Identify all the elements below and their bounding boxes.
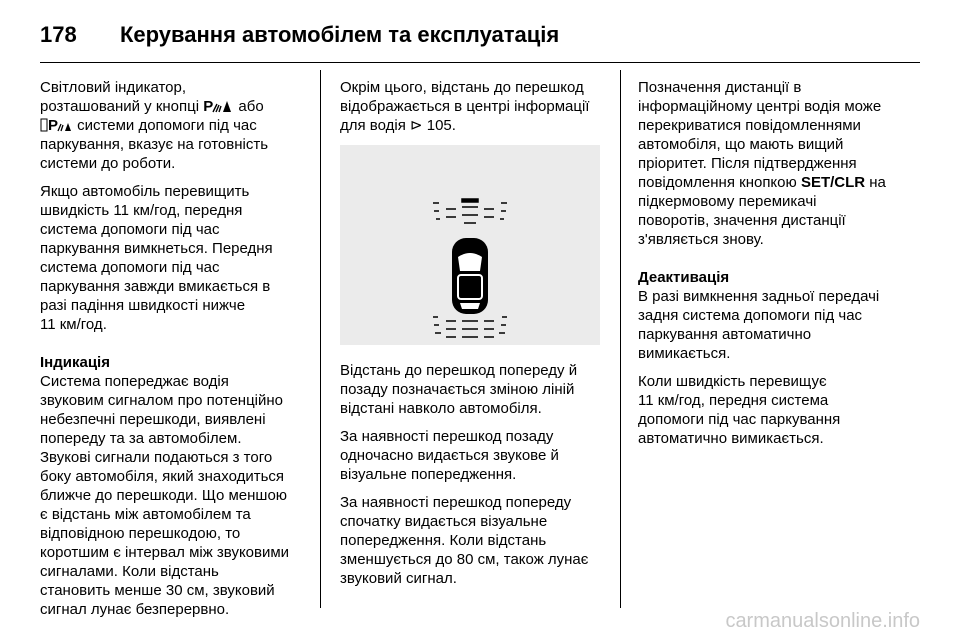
car-icon — [452, 238, 488, 314]
paragraph-indication: Система попереджає водія звуковим сигналом про потенційно небезпечні перешкоди, виявлені попереду та за автомобілем. Звукові сигнали подаються з того боку автомобіля, який знаходиться ближче до перешкоди. Що меншою є відстань між автомобілем та відповідною перешкодою, то коротшим є інтервал між звуковими сигналами. Коли відстань становить менше 30 см, звуковий сигнал лунає безперервно. — [40, 373, 290, 618]
paragraph-message-override: Позначення дистанції в інформаційному центрі водія може перекриватися повідомленнями автомобіля, що мають вищий пріоритет. Після підтвердження повідомлення кнопкою SET/CLR на підкермовому перемикачі поворотів, значення дистанції з'являється знову. — [638, 79, 886, 248]
column-2 — [340, 78, 608, 597]
paragraph-indicator-light: Світловий індикатор, розташований у кнопці P або P системи допомоги під час паркування, вказує на готовність системи до роботи. — [40, 79, 269, 172]
paragraph-reverse-off: В разі вимкнення задньої передачі задня система допомоги під час паркування автоматично вимикається. — [638, 288, 880, 362]
parking-sensor-illustration — [340, 145, 600, 345]
column-divider-1 — [320, 70, 321, 608]
column-3 — [638, 78, 920, 457]
paragraph-front-obstacle: За наявності перешкод попереду спочатку видається візуальне попередження. Коли відстань зменшується до 80 см, також лунає звуковий сигнал. — [340, 494, 589, 587]
paragraph-speed-off: Коли швидкість перевищує 11 км/год, передня система допомоги під час паркування автоматично вимикається. — [638, 373, 841, 447]
paragraph-rear-obstacle: За наявності перешкод позаду одночасно видається звукове й візуальне попередження. — [340, 428, 559, 483]
watermark: carmanualsonline.info — [725, 610, 920, 632]
front-distance-lines — [433, 199, 507, 223]
section-heading-indication: Індикація — [40, 354, 110, 371]
header-rule — [40, 62, 920, 63]
page-header — [40, 14, 920, 54]
park-assist-display-figure — [340, 145, 600, 345]
page-number: 178 — [40, 22, 77, 47]
column-1 — [40, 78, 310, 628]
set-clr-button-label: SET/CLR — [800, 174, 866, 191]
page-title: Керування автомобілем та експлуатація — [120, 22, 560, 47]
rear-distance-lines — [433, 317, 507, 337]
paragraph-speed-limit: Якщо автомобіль перевищить швидкість 11 км/год, передня система допомоги під час паркування вимкнеться. Передня система допомоги під час паркування завжди вмикається в разі падіння швидкості нижче 11 км/год. — [40, 183, 273, 333]
paragraph-distance-display: Окрім цього, відстань до перешкод відображається в центрі інформації для водія ⊳ 105. — [340, 79, 590, 134]
park-assist-rear-icon: P — [40, 117, 73, 134]
section-heading-deactivation: Деактивація — [638, 269, 730, 286]
page-ref-arrow-icon: ⊳ — [409, 117, 427, 134]
paragraph-distance-lines: Відстань до перешкод попереду й позаду позначається зміною ліній відстані навколо автомобіля. — [340, 362, 578, 417]
park-assist-icon: P — [203, 98, 234, 115]
column-divider-2 — [620, 70, 621, 608]
